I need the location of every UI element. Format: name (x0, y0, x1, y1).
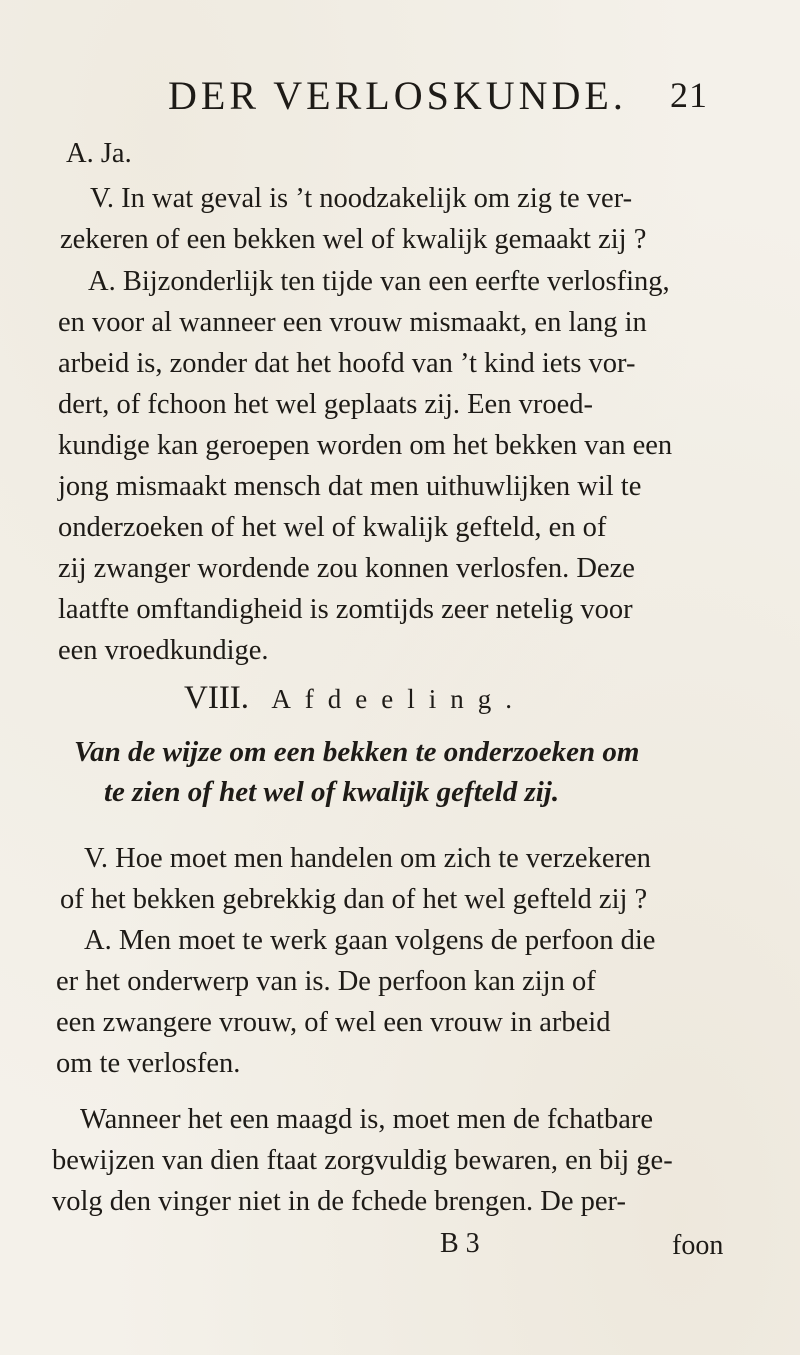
text-line: V. In wat geval is ’t noodzakelijk om zig te ver- (90, 183, 633, 214)
text-line: A. Men moet te werk gaan volgens de perfoon die (84, 925, 656, 956)
text-line: Wanneer het een maagd is, moet men de fchatbare (80, 1104, 653, 1135)
section-title-line: Van de wijze om een bekken te onderzoeken om (74, 736, 640, 768)
section-heading (184, 680, 526, 717)
page-number: 21 (670, 75, 708, 115)
text-line: zekeren of een bekken wel of kwalijk gemaakt zij ? (60, 224, 647, 255)
text-line: laatfte omftandigheid is zomtijds zeer netelig voor (58, 594, 633, 625)
text-line: een vroedkundige. (58, 635, 269, 666)
running-head-title: DER VERLOSKUNDE. (168, 73, 627, 118)
text-line: A. Bijzonderlijk ten tijde van een eerfte verlosfing, (88, 266, 670, 297)
catchword: foon (672, 1230, 724, 1261)
text-line: er het onderwerp van is. De perfoon kan zijn of (56, 966, 596, 997)
text-line: om te verlosfen. (56, 1048, 241, 1079)
signature-mark: B 3 (440, 1228, 480, 1259)
text-line: V. Hoe moet men handelen om zich te verzekeren (84, 843, 651, 874)
text-line: volg den vinger niet in de fchede brengen. De per- (52, 1186, 626, 1217)
text-line: bewijzen van dien ftaat zorgvuldig bewaren, en bij ge- (52, 1145, 673, 1176)
text-line: dert, of fchoon het wel geplaats zij. Een vroed- (58, 389, 593, 420)
text-line: arbeid is, zonder dat het hoofd van ’t kind iets vor- (58, 348, 636, 379)
running-head (168, 72, 708, 119)
section-number: VIII. (184, 680, 250, 716)
section-title-line: te zien of het wel of kwalijk gefteld zij. (104, 776, 560, 808)
section-word: Afdeeling. (271, 684, 527, 714)
text-line: A. Ja. (66, 138, 132, 169)
text-line: jong mismaakt mensch dat men uithuwlijken wil te (58, 471, 642, 502)
text-line: kundige kan geroepen worden om het bekken van een (58, 430, 673, 461)
text-line: een zwangere vrouw, of wel een vrouw in arbeid (56, 1007, 611, 1038)
text-line: zij zwanger wordende zou konnen verlosfen. Deze (58, 553, 635, 584)
text-line: of het bekken gebrekkig dan of het wel gefteld zij ? (60, 884, 648, 915)
text-line: en voor al wanneer een vrouw mismaakt, en lang in (58, 307, 647, 338)
text-line: onderzoeken of het wel of kwalijk gefteld, en of (58, 512, 607, 543)
